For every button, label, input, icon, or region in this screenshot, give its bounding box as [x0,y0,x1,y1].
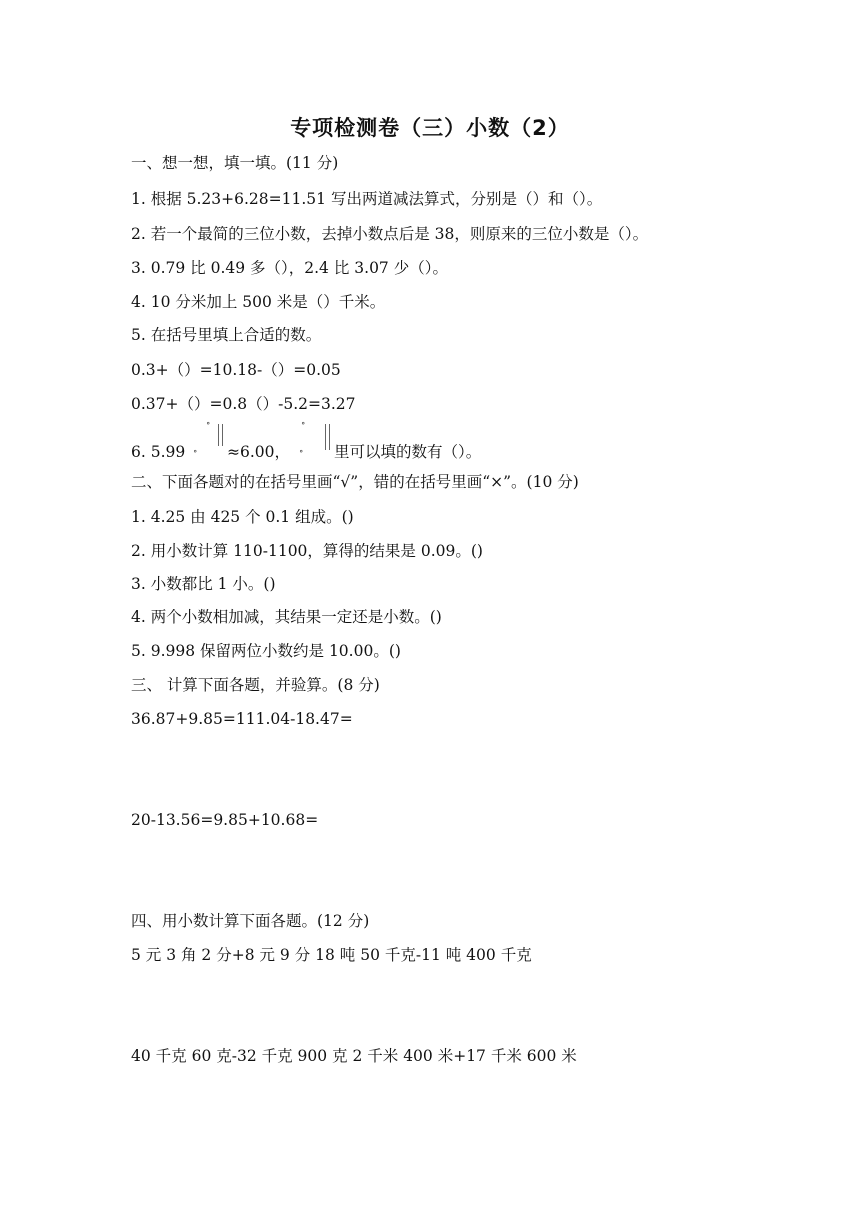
q6-mid: ≈6.00， [227,443,290,461]
s2-question-4: 4. 两个小数相加减，其结果一定还是小数。() [131,608,442,626]
q6-prefix: 6. 5.99 [131,443,186,461]
s1-question-5a: 0.3+（）=10.18-（）=0.05 [131,361,341,379]
s2-question-2: 2. 用小数计算 110-1100，算得的结果是 0.09。() [131,542,483,560]
s4-row-2: 40 千克 60 克-32 千克 900 克 2 千米 400 米+17 千米 600 米 [131,1047,577,1065]
s1-question-5: 5. 在括号里填上合适的数。 [131,326,322,344]
s3-row-2: 20-13.56=9.85+10.68= [131,811,319,829]
blank-box [218,424,223,446]
s2-question-5: 5. 9.998 保留两位小数约是 10.00。() [131,642,401,660]
repeat-dot-symbol: ∘ [299,447,304,457]
repeat-dot-symbol: ∘ [193,447,198,457]
s1-question-3: 3. 0.79 比 0.49 多（），2.4 比 3.07 少（）。 [131,259,448,277]
s1-question-4: 4. 10 分米加上 500 米是（）千米。 [131,293,386,311]
blank-box [325,424,330,450]
s1-question-2: 2. 若一个最简的三位小数，去掉小数点后是 38，则原来的三位小数是（）。 [131,225,649,243]
section-2-heading: 二、下面各题对的在括号里画“√”，错的在括号里画“×”。(10 分) [131,473,579,491]
section-4-heading: 四、用小数计算下面各题。(12 分) [131,912,370,930]
s1-question-5b: 0.37+（）=0.8（）-5.2=3.27 [131,395,356,413]
repeat-dot-symbol: ∘ [301,419,306,429]
s4-row-1: 5 元 3 角 2 分+8 元 9 分 18 吨 50 千克-11 吨 400 千克 [131,946,532,964]
page-title: 专项检测卷（三）小数（2） [290,116,570,140]
section-3-heading: 三、 计算下面各题，并验算。(8 分) [131,676,380,694]
s3-row-1: 36.87+9.85=111.04-18.47= [131,710,353,728]
q6-suffix: 里可以填的数有（）。 [334,443,482,461]
repeat-dot-symbol: ∘ [206,419,211,429]
s2-question-3: 3. 小数都比 1 小。() [131,575,276,593]
s2-question-1: 1. 4.25 由 425 个 0.1 组成。() [131,508,354,526]
section-1-heading: 一、想一想，填一填。(11 分) [131,154,339,172]
s1-question-1: 1. 根据 5.23+6.28=11.51 写出两道减法算式，分别是（）和（）。 [131,190,603,208]
